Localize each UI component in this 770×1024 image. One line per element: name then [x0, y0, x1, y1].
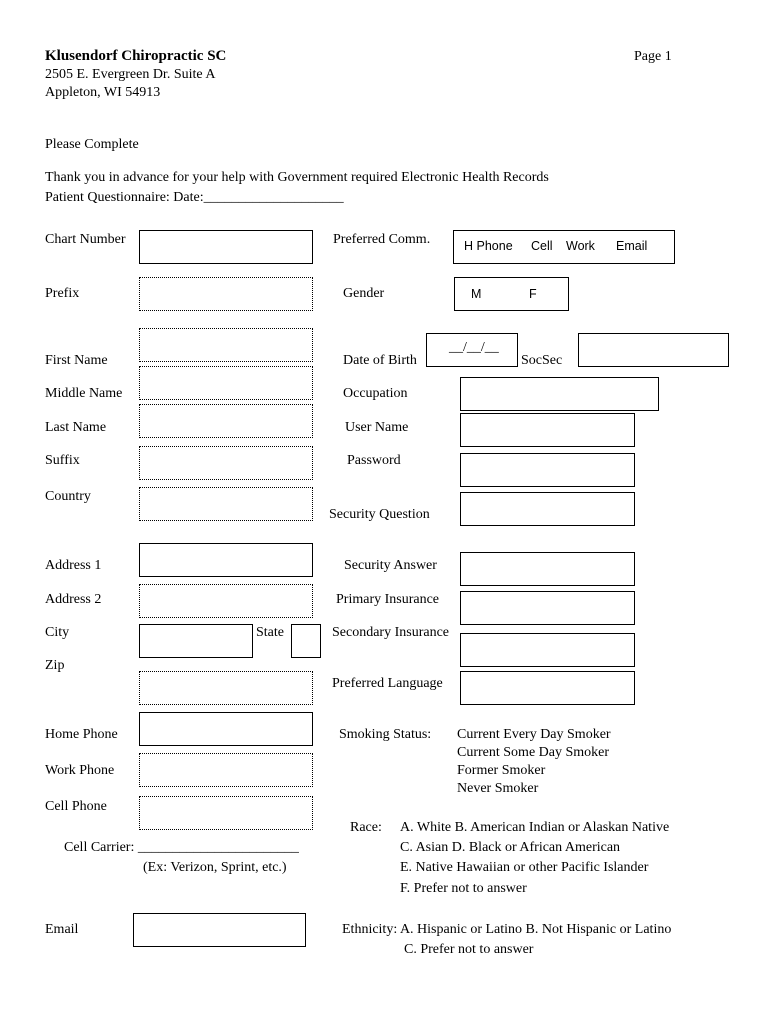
- race-options-line-2[interactable]: C. Asian D. Black or African American: [400, 840, 621, 855]
- smoking-option-former[interactable]: Former Smoker: [457, 763, 546, 778]
- suffix-label: Suffix: [45, 453, 80, 468]
- preferred-comm-label: Preferred Comm.: [333, 232, 431, 247]
- first-name-input[interactable]: [139, 328, 313, 362]
- cell-phone-input[interactable]: [139, 796, 313, 830]
- comm-option-cell[interactable]: Cell: [531, 239, 553, 253]
- smoking-option-current-every-day[interactable]: Current Every Day Smoker: [457, 727, 611, 742]
- zip-label: Zip: [45, 658, 65, 673]
- home-phone-label: Home Phone: [45, 727, 118, 742]
- smoking-status-label: Smoking Status:: [339, 727, 432, 742]
- smoking-option-current-some-day[interactable]: Current Some Day Smoker: [457, 745, 610, 760]
- secondary-insurance-label: Secondary Insurance: [332, 625, 450, 640]
- date-of-birth-label: Date of Birth: [343, 353, 417, 368]
- thanks-text: Thank you in advance for your help with Government required Electronic Health Records: [45, 170, 549, 185]
- race-label: Race:: [350, 820, 382, 835]
- occupation-label: Occupation: [343, 386, 408, 401]
- security-question-input[interactable]: [460, 492, 635, 526]
- security-answer-input[interactable]: [460, 552, 635, 586]
- org-name: Klusendorf Chiropractic SC: [45, 48, 227, 64]
- comm-option-h-phone[interactable]: H Phone: [464, 239, 513, 253]
- state-input[interactable]: [291, 624, 321, 658]
- address1-input[interactable]: [139, 543, 313, 577]
- state-label: State: [256, 625, 284, 640]
- dob-placeholder: __/__/__: [449, 340, 499, 355]
- country-label: Country: [45, 489, 91, 504]
- password-input[interactable]: [460, 453, 635, 487]
- prefix-label: Prefix: [45, 286, 80, 301]
- gender-option-f[interactable]: F: [529, 287, 537, 301]
- chart-number-input[interactable]: [139, 230, 313, 264]
- first-name-label: First Name: [45, 353, 108, 368]
- city-label: City: [45, 625, 70, 640]
- city-input[interactable]: [139, 624, 253, 658]
- race-options-line-3[interactable]: E. Native Hawaiian or other Pacific Islander: [400, 860, 649, 875]
- home-phone-input[interactable]: [139, 712, 313, 746]
- ethnicity-options-line-2[interactable]: C. Prefer not to answer: [404, 942, 534, 957]
- gender-option-m[interactable]: M: [471, 287, 482, 301]
- last-name-input[interactable]: [139, 404, 313, 438]
- socsec-label: SocSec: [521, 353, 563, 368]
- security-question-label: Security Question: [329, 507, 430, 522]
- middle-name-input[interactable]: [139, 366, 313, 400]
- comm-option-email[interactable]: Email: [616, 239, 648, 253]
- comm-option-work[interactable]: Work: [566, 239, 595, 253]
- questionnaire-date: Patient Questionnaire: Date:____________________: [45, 190, 344, 205]
- address1-label: Address 1: [45, 558, 102, 573]
- primary-insurance-label: Primary Insurance: [336, 592, 440, 607]
- address-line-2: Appleton, WI 54913: [45, 85, 161, 100]
- work-phone-label: Work Phone: [45, 763, 115, 778]
- preferred-comm-box[interactable]: [453, 230, 675, 264]
- please-complete: Please Complete: [45, 137, 139, 152]
- race-options-line-4[interactable]: F. Prefer not to answer: [400, 881, 527, 896]
- user-name-input[interactable]: [460, 413, 635, 447]
- address-line-1: 2505 E. Evergreen Dr. Suite A: [45, 67, 216, 82]
- smoking-option-never[interactable]: Never Smoker: [457, 781, 539, 796]
- cell-carrier-example: (Ex: Verizon, Sprint, etc.): [143, 860, 287, 875]
- chart-number-label: Chart Number: [45, 232, 126, 247]
- secondary-insurance-input[interactable]: [460, 633, 635, 667]
- prefix-input[interactable]: [139, 277, 313, 311]
- preferred-language-label: Preferred Language: [332, 676, 443, 691]
- zip-input[interactable]: [139, 671, 313, 705]
- work-phone-input[interactable]: [139, 753, 313, 787]
- occupation-input[interactable]: [460, 377, 659, 411]
- suffix-input[interactable]: [139, 446, 313, 480]
- security-answer-label: Security Answer: [344, 558, 437, 573]
- country-input[interactable]: [139, 487, 313, 521]
- email-input[interactable]: [133, 913, 306, 947]
- race-options-line-1[interactable]: A. White B. American Indian or Alaskan Native: [400, 820, 670, 835]
- email-label: Email: [45, 922, 79, 937]
- gender-label: Gender: [343, 286, 385, 301]
- preferred-language-input[interactable]: [460, 671, 635, 705]
- cell-carrier-field[interactable]: Cell Carrier: _______________________: [64, 840, 299, 855]
- cell-phone-label: Cell Phone: [45, 799, 107, 814]
- page-number: Page 1: [634, 49, 672, 64]
- primary-insurance-input[interactable]: [460, 591, 635, 625]
- middle-name-label: Middle Name: [45, 386, 123, 401]
- user-name-label: User Name: [345, 420, 409, 435]
- password-label: Password: [347, 453, 401, 468]
- date-of-birth-input[interactable]: [426, 333, 518, 367]
- gender-box[interactable]: [454, 277, 569, 311]
- last-name-label: Last Name: [45, 420, 107, 435]
- ethnicity-options-line-1[interactable]: Ethnicity: A. Hispanic or Latino B. Not Hispanic or Latino: [342, 922, 672, 937]
- address2-label: Address 2: [45, 592, 102, 607]
- socsec-input[interactable]: [578, 333, 729, 367]
- address2-input[interactable]: [139, 584, 313, 618]
